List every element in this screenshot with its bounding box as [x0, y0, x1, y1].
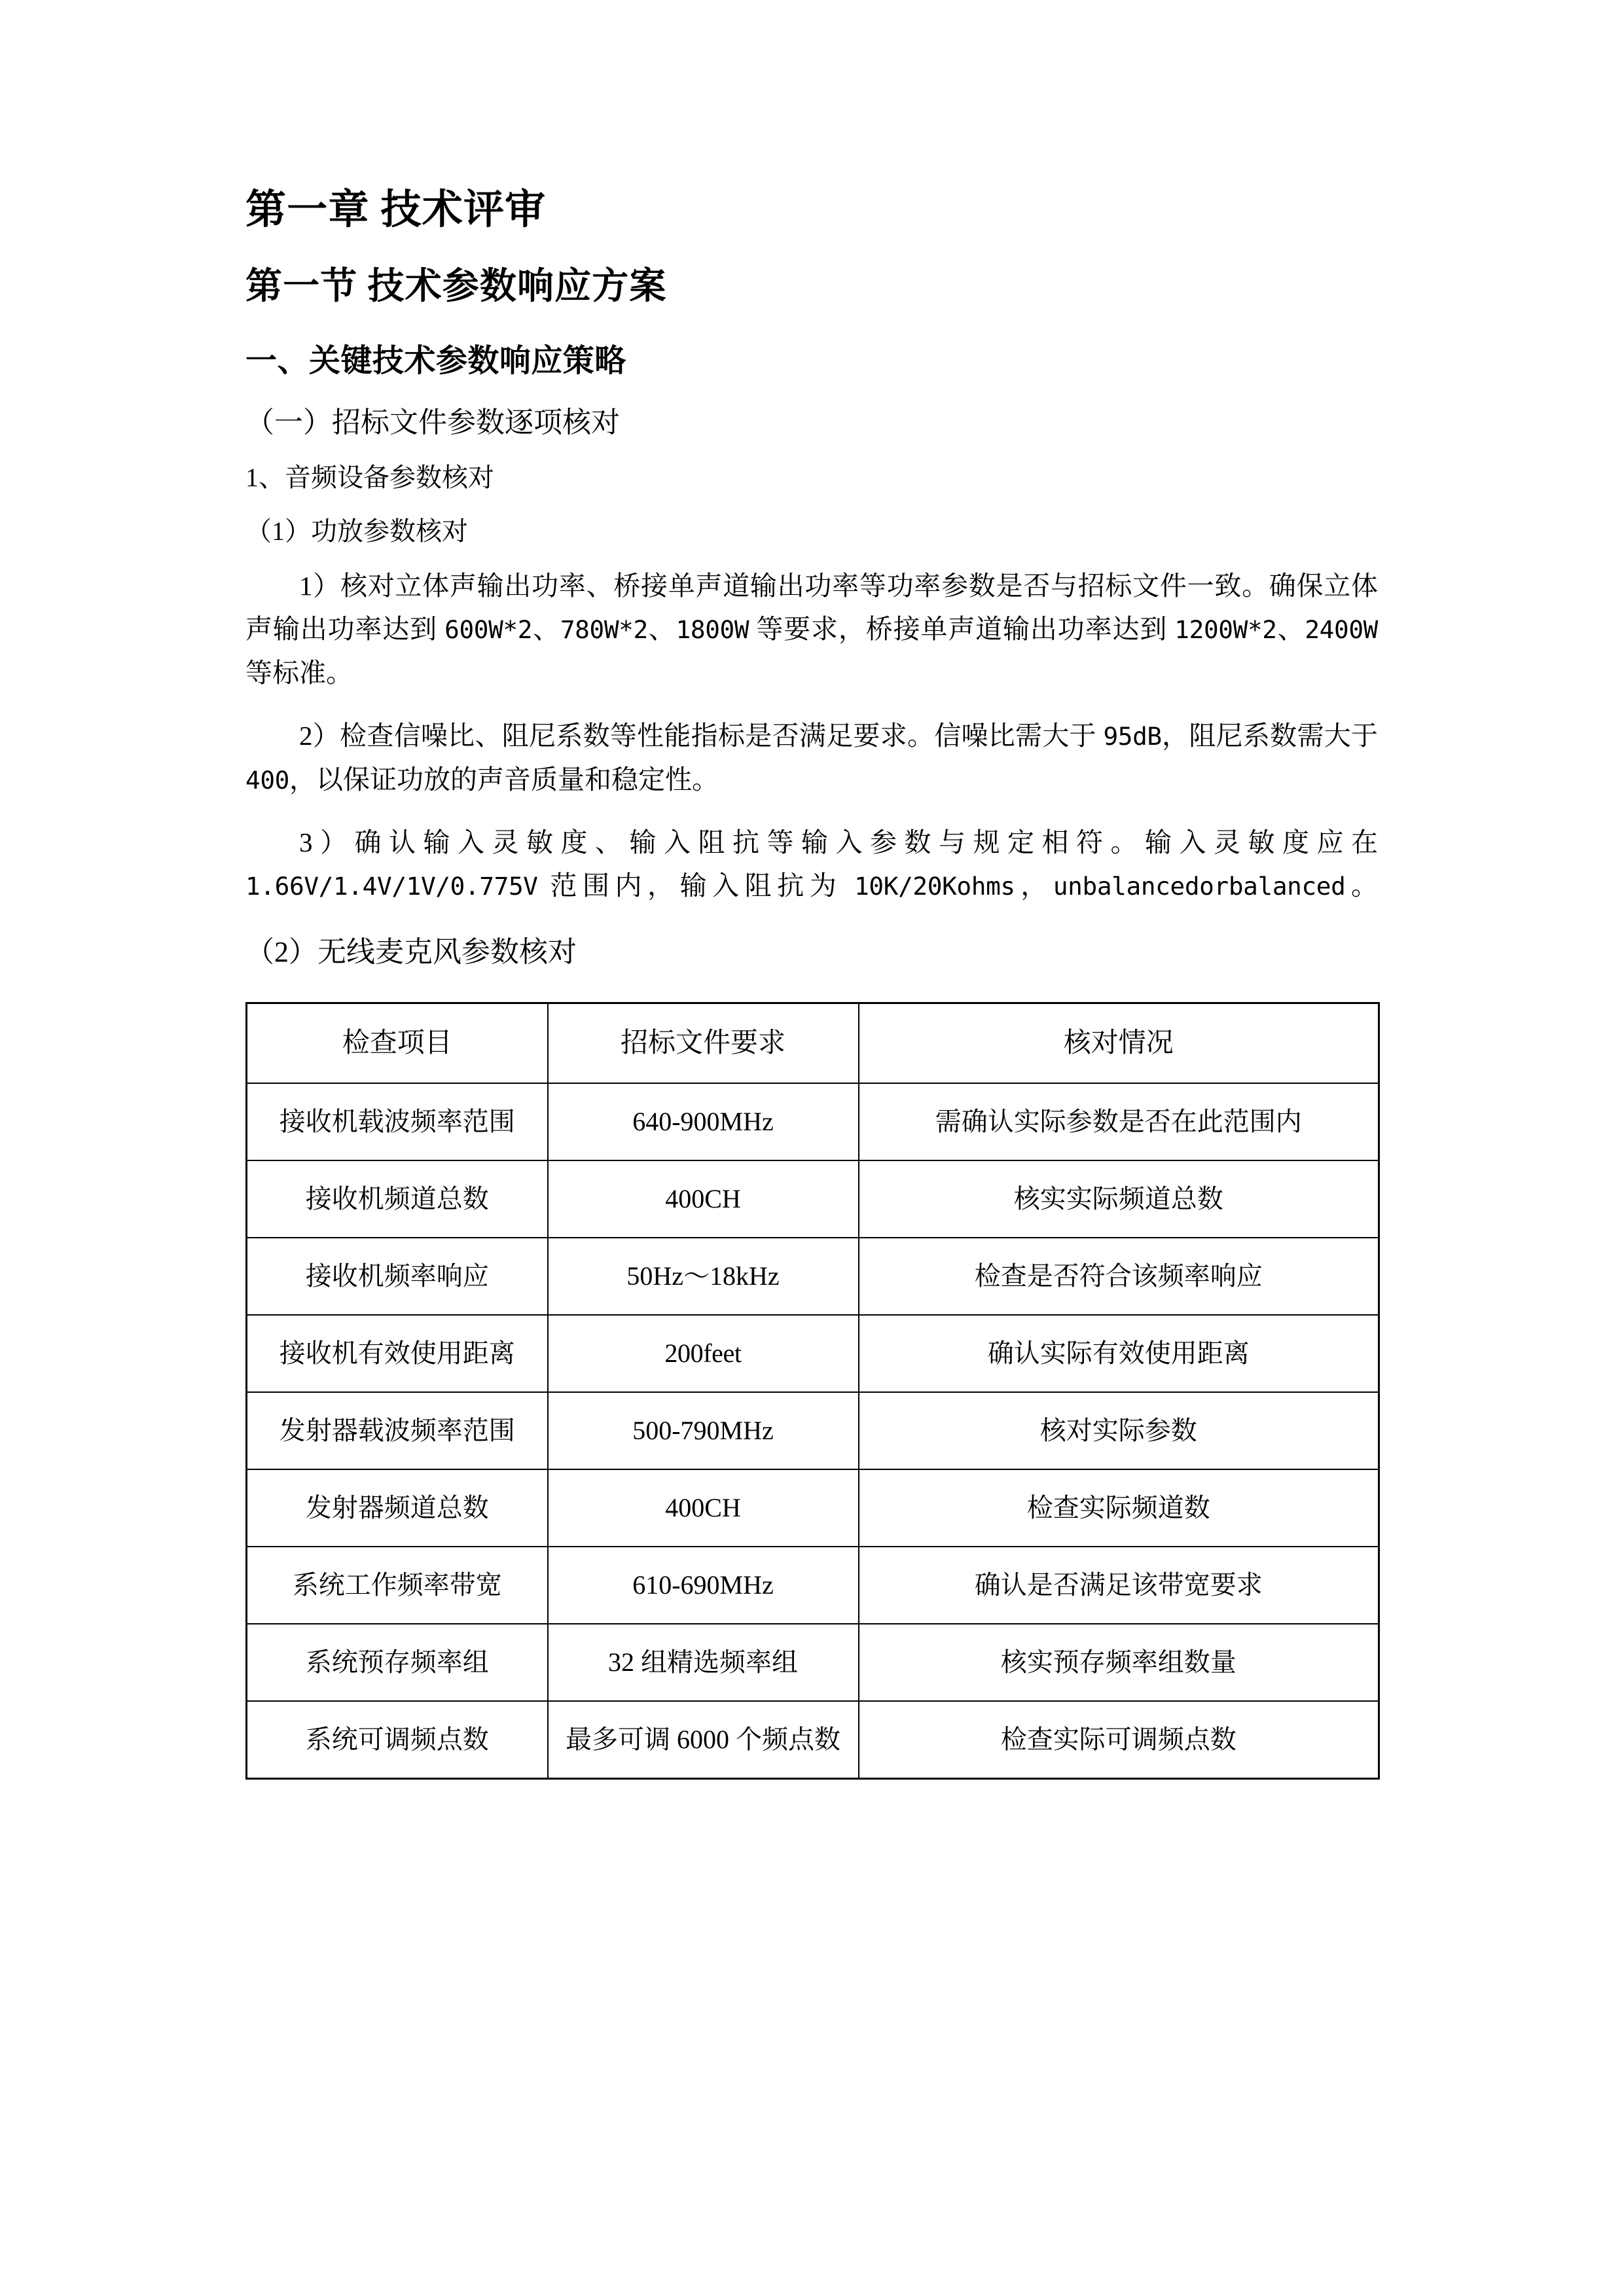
para-1b-text-a: 2）检查信噪比、阻尼系数等性能指标是否满足要求。信噪比需大于: [299, 721, 1104, 751]
para-1a-sep-3: 、: [1276, 614, 1305, 645]
cell-verification: 核实预存频率组数量: [859, 1624, 1379, 1701]
spec-table-wrapper: [245, 967, 1378, 1780]
cell-check-item: 系统可调频点数: [247, 1701, 548, 1779]
table-row: [247, 1469, 1379, 1547]
table-row: [247, 1315, 1379, 1392]
cell-verification: 检查实际频道数: [859, 1469, 1379, 1547]
document-content: [245, 0, 1378, 1780]
cell-requirement: 640-900MHz: [548, 1083, 859, 1160]
cell-verification: 检查实际可调频点数: [859, 1701, 1379, 1779]
item-heading: 一、关键技术参数响应策略: [245, 344, 626, 378]
table-row: [247, 1083, 1379, 1160]
table-header-requirement: 招标文件要求: [548, 1003, 859, 1083]
para-1a-text-a: 1）核对立体声输出功率、桥接单声道输出功率等功率参数是否与招标文件一致。确保立体声输出功率达到: [245, 571, 1378, 645]
para-1a-sep-1: 、: [532, 614, 560, 645]
list-item-1: 1、音频设备参数核对: [245, 463, 494, 492]
table-row: [247, 1238, 1379, 1315]
cell-check-item: 发射器载波频率范围: [247, 1392, 548, 1469]
table-row: [247, 1392, 1379, 1469]
section-heading: 第一节 技术参数响应方案: [245, 266, 667, 307]
value-stereo-power-1: 600W*2: [444, 615, 533, 645]
list-item-1-2: （2）无线麦克风参数核对: [245, 935, 577, 968]
cell-requirement: 200feet: [548, 1315, 859, 1392]
cell-verification: 确认是否满足该带宽要求: [859, 1547, 1379, 1624]
cell-requirement: 400CH: [548, 1469, 859, 1547]
cell-verification: 需确认实际参数是否在此范围内: [859, 1083, 1379, 1160]
value-input-sensitivity: 1.66V/1.4V/1V/0.775V: [245, 872, 538, 901]
table-row: [247, 1701, 1379, 1779]
para-1b-text-c: ，以保证功放的声音质量和稳定性。: [289, 764, 719, 795]
sub-heading-1: （一）招标文件参数逐项核对: [245, 406, 620, 439]
para-1c-text-a: 3）确认输入灵敏度、输入阻抗等输入参数与规定相符。输入灵敏度应在: [299, 827, 1378, 858]
para-1c-text-b: 范围内，输入阻抗为: [537, 870, 855, 901]
para-1c-text-c: ，: [1015, 870, 1053, 901]
paragraph-snr-spec: [245, 694, 1378, 801]
value-bridge-power-2: 2400W: [1305, 615, 1379, 645]
cell-check-item: 接收机载波频率范围: [247, 1083, 548, 1160]
cell-verification: 确认实际有效使用距离: [859, 1315, 1379, 1392]
table-body: [247, 1003, 1379, 1778]
cell-requirement: 最多可调 6000 个频点数: [548, 1701, 859, 1779]
cell-check-item: 接收机有效使用距离: [247, 1315, 548, 1392]
para-1a-text-c: 等标准。: [245, 657, 353, 688]
table-row: [247, 1624, 1379, 1701]
cell-check-item: 接收机频率响应: [247, 1238, 548, 1315]
value-balance-mode: unbalancedorbalanced: [1053, 872, 1346, 901]
table-row: [247, 1160, 1379, 1238]
wireless-mic-spec-table: [245, 1002, 1380, 1780]
table-header-check-item: 检查项目: [247, 1003, 548, 1083]
table-header-verification: 核对情况: [859, 1003, 1379, 1083]
cell-verification: 核对实际参数: [859, 1392, 1379, 1469]
para-1b-text-b: ，阻尼系数需大于: [1161, 721, 1379, 751]
cell-check-item: 系统预存频率组: [247, 1624, 548, 1701]
cell-requirement: 500-790MHz: [548, 1392, 859, 1469]
paragraph-input-spec: [245, 801, 1378, 908]
para-1a-text-b: 等要求，桥接单声道输出功率达到: [749, 614, 1175, 645]
chapter-heading: 第一章 技术评审: [245, 188, 547, 232]
cell-check-item: 系统工作频率带宽: [247, 1547, 548, 1624]
list-item-1-1: （1）功放参数核对: [245, 516, 468, 546]
paragraph-power-spec: [245, 545, 1378, 694]
cell-check-item: 发射器频道总数: [247, 1469, 548, 1547]
cell-verification: 核实实际频道总数: [859, 1160, 1379, 1238]
value-damping-factor: 400: [245, 765, 289, 795]
value-stereo-power-2: 780W*2: [560, 615, 648, 645]
cell-requirement: 610-690MHz: [548, 1547, 859, 1624]
table-row: [247, 1547, 1379, 1624]
value-stereo-power-3: 1800W: [676, 615, 749, 645]
cell-requirement: 32 组精选频率组: [548, 1624, 859, 1701]
cell-check-item: 接收机频道总数: [247, 1160, 548, 1238]
para-1c-text-d: 。: [1345, 870, 1379, 901]
value-bridge-power-1: 1200W*2: [1174, 615, 1277, 645]
cell-requirement: 50Hz～18kHz: [548, 1238, 859, 1315]
value-snr: 95dB: [1103, 722, 1162, 751]
cell-verification: 检查是否符合该频率响应: [859, 1238, 1379, 1315]
para-1a-sep-2: 、: [647, 614, 676, 645]
cell-requirement: 400CH: [548, 1160, 859, 1238]
table-header-row: [247, 1003, 1379, 1083]
value-input-impedance: 10K/20Kohms: [854, 872, 1015, 901]
